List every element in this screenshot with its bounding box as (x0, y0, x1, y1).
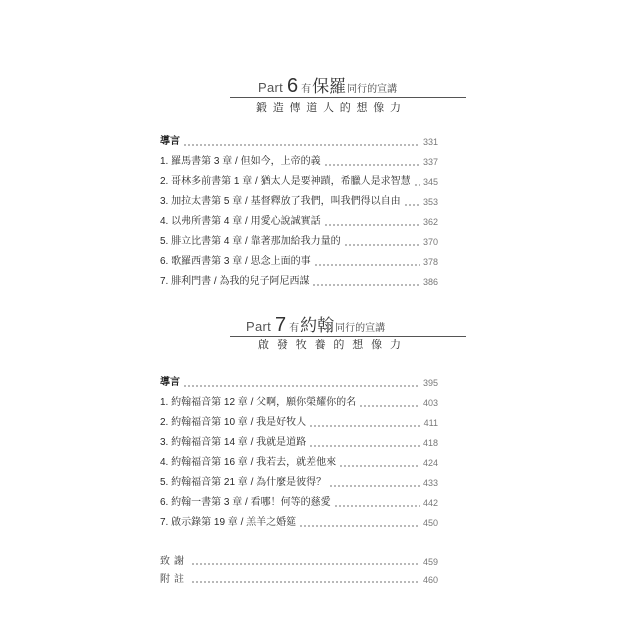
toc-entry-label: 5. 腓立比書第 4 章 / 靠著那加給我力量的 (160, 236, 341, 247)
toc-entry-label: 7. 啟示錄第 19 章 / 羔羊之婚筵 (160, 517, 297, 528)
toc-entry-label: 1. 羅馬書第 3 章 / 但如今，上帝的義 (160, 156, 321, 167)
toc-entry (160, 493, 438, 513)
part-title-name: 約翰 (300, 316, 335, 335)
toc-page-number: 403 (422, 398, 438, 408)
toc-leader-dots (191, 563, 420, 565)
toc-leader-dots (324, 164, 420, 166)
toc-page-number: 460 (422, 575, 438, 585)
toc-entry-label: 4. 約翰福音第 16 章 / 我若去，就差他來 (160, 457, 337, 468)
toc-page-number: 433 (422, 478, 438, 488)
toc-entry (160, 473, 438, 493)
toc-entry (160, 513, 438, 533)
toc-entry (160, 553, 438, 571)
toc-leader-dots (324, 224, 420, 226)
toc-leader-dots (183, 144, 420, 146)
toc-entry-label: 3. 加拉太書第 5 章 / 基督釋放了我們，叫我們得以自由 (160, 196, 401, 207)
toc-page-number: 411 (423, 418, 438, 428)
toc-leader-dots (414, 184, 420, 186)
toc-leader-dots (339, 465, 420, 467)
toc-entry (160, 192, 438, 212)
part-subtitle: 鍛造傳道人的想像力 (256, 102, 401, 114)
toc-leader-dots (334, 505, 420, 507)
part-label: Part (246, 319, 272, 334)
toc-entry (160, 433, 438, 453)
toc-entry-label: 4. 以弗所書第 4 章 / 用愛心說誠實話 (160, 216, 321, 227)
toc-leader-dots (344, 244, 420, 246)
toc-entry-label: 5. 約翰福音第 21 章 / 為什麼是彼得？ (160, 477, 327, 488)
toc-page-number: 378 (422, 257, 438, 267)
part-entries (160, 373, 438, 533)
part-title (246, 314, 385, 336)
toc-entry (160, 571, 438, 589)
toc-leader-dots (314, 264, 420, 266)
part-title (258, 75, 397, 97)
toc-entry (160, 373, 438, 393)
toc-page-number: 450 (422, 518, 438, 528)
toc-leader-dots (309, 425, 421, 427)
toc-entry (160, 272, 438, 292)
toc-leader-dots (309, 445, 420, 447)
toc-entry-label: 1. 約翰福音第 12 章 / 父啊，願你榮耀你的名 (160, 397, 357, 408)
toc-page-number: 331 (422, 137, 438, 147)
toc-entry (160, 212, 438, 232)
toc-entry-label: 7. 腓利門書 / 為我的兒子阿尼西謀 (160, 276, 310, 287)
toc-page-number: 442 (422, 498, 438, 508)
toc-entry (160, 393, 438, 413)
toc-entry-label: 6. 歌羅西書第 3 章 / 思念上面的事 (160, 256, 311, 267)
toc-page-number: 424 (422, 458, 438, 468)
toc-entry-label: 導言 (160, 136, 180, 147)
part-subtitle: 啟發牧養的想像力 (258, 339, 401, 351)
toc-page-number: 418 (422, 438, 438, 448)
part-title-rule (230, 97, 466, 98)
part-label: Part (258, 80, 284, 95)
toc-page-number: 459 (422, 557, 438, 567)
toc-leader-dots (299, 525, 420, 527)
part-title-rule (230, 336, 466, 337)
toc-entry (160, 172, 438, 192)
toc-leader-dots (359, 405, 420, 407)
toc-page-number: 395 (422, 378, 438, 388)
toc-entry-label: 附註 (160, 574, 188, 585)
part-title-prefix: 有 (289, 323, 300, 334)
part-title-name: 保羅 (312, 77, 347, 96)
toc-entry-label: 2. 哥林多前書第 1 章 / 猶太人是要神蹟，希臘人是求智慧 (160, 176, 411, 187)
toc-leader-dots (191, 581, 420, 583)
part-title-prefix: 有 (301, 84, 312, 95)
part-entries (160, 132, 438, 292)
toc-entry (160, 232, 438, 252)
toc-entry (160, 453, 438, 473)
part-number: 7 (275, 314, 287, 336)
toc-entry (160, 132, 438, 152)
toc-entry-label: 致謝 (160, 556, 188, 567)
part-title-suffix: 同行的宣講 (347, 84, 398, 95)
toc-entry-label: 導言 (160, 377, 180, 388)
back-matter-entries (160, 553, 438, 589)
toc-leader-dots (312, 284, 420, 286)
toc-page-number: 362 (422, 217, 438, 227)
toc-leader-dots (404, 204, 420, 206)
toc-page-number: 353 (422, 197, 438, 207)
toc-entry-label: 6. 約翰一書第 3 章 / 看哪！何等的慈愛 (160, 497, 331, 508)
toc-leader-dots (183, 385, 420, 387)
toc-entry-label: 2. 約翰福音第 10 章 / 我是好牧人 (160, 417, 307, 428)
toc-page-number: 345 (422, 177, 438, 187)
part-number: 6 (287, 75, 299, 97)
toc-entry (160, 152, 438, 172)
part-title-suffix: 同行的宣講 (335, 323, 386, 334)
toc-page-number: 386 (422, 277, 438, 287)
toc-entry (160, 252, 438, 272)
toc-page-number: 337 (422, 157, 438, 167)
toc-page-number: 370 (422, 237, 438, 247)
toc-entry (160, 413, 438, 433)
toc-leader-dots (329, 485, 420, 487)
toc-entry-label: 3. 約翰福音第 14 章 / 我就是道路 (160, 437, 307, 448)
